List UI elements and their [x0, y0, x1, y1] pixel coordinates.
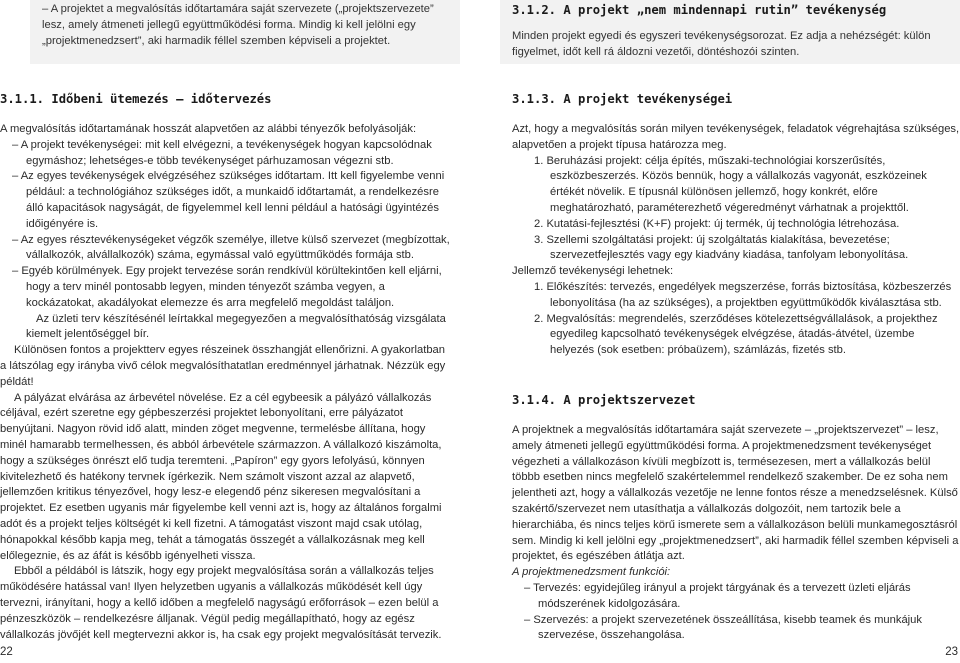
left-bullet: – Az egyes tevékenységek elvégzéséhez szükséges időtartam. Itt kell figyelembe venni például: a technológiához szükséges időt, a munkaidő időtartamát, a rendelkezésre álló kapacitások nagyságát, de figyelemmel kell lenni például a hatósági ügyintézés időigényére is.: [12, 170, 445, 230]
section-heading-3-1-3: 3.1.3. A projekt tevékenységei: [512, 92, 733, 106]
phase-item: 2. Megvalósítás: megrendelés, szerződéses kötelezettségvállalások, a projekthez egyedileg kapcsolható tevékenységek elvégzése, átadás-átvétel, üzembe helyezés (sok esetben: próbaüzem), számlázás, fizetés stb.: [534, 312, 938, 357]
phases-intro: Jellemző tevékenységi lehetnek:: [512, 265, 674, 278]
right-callout-heading: 3.1.2. A projekt „nem mindennapi rutin” tevékenység: [512, 3, 887, 17]
left-paragraph: A pályázat elvárása az árbevétel növelése. Ez a cél egybeesik a pályázó vállalkozás céljával, ezért szeretne egy gépbeszerzési projektet lebonyolítani, erre pályázatot benyújtani. Nagyon rövid idő alatt, minden zöget megvenne, termelésbe állítana, hogy minél hamarabb termelhessen, és abból árbevétele származzon. A vállalkozó kiszámolta, hogy a szükséges önrészt elő tudja teremteni. „Papíron” egy gyors lefolyású, könnyen kivitelezhető és hatékony tervnek ígérkezik. Nem számolt viszont azzal az alapvető, jellemzően kritikus tényezővel, hogy lesz-e elegendő pénz sikeresen megvalósítani a projektet. Ez esetben ugyanis már figyelembe kell venni azt is, hogy az általános forgalmi adót és a projekt teljes költségét ki kell fizetni. A támogatást viszont majd csak utólag, hónapokkal később kapja meg, tehát a támogatás összegét a vállalkozásnak meg kell előlegeznie, és az áfát is később igényelheti vissza.: [0, 391, 442, 562]
phase-item: 1. Előkészítés: tervezés, engedélyek megszerzése, forrás biztosítása, közbeszerzés lebonyolítása (ha az szükséges), a projektben együttműködők kiválasztása stb.: [534, 280, 952, 309]
left-bullet: – A projekt tevékenységei: mit kell elvégezni, a tevékenységek hogyan kapcsolódnak egymáshoz; lehetséges-e több tevékenységet párhuzamosan végezni stb.: [12, 138, 432, 167]
task-item: – Tervezés: egyidejűleg irányul a projekt tárgyának és a tervezett üzleti eljárás módszerének kidolgozására.: [524, 581, 911, 610]
left-paragraph: Különösen fontos a projektterv egyes részeinek összhangját ellenőrizni. A gyakorlatban a látszólag egy irányba vivő célok megvalósíthatatlan eredménnyel járhatnak. Nézzük egy példát!: [0, 344, 446, 388]
section-heading-3-1-4: 3.1.4. A projektszervezet: [512, 393, 696, 407]
left-bullet: – Az egyes résztevékenységeket végzők személye, illetve külső szervezet (megbízottak, vállalkozók, alvállalkozók) száma, egymással való együttműködés formája stb.: [12, 233, 450, 262]
left-callout-box: [30, 0, 460, 64]
section-heading-3-1-1: 3.1.1. Időbeni ütemezés – időtervezés: [0, 92, 272, 106]
tasks-intro: A projektmenedzsment funkciói:: [512, 566, 671, 579]
left-callout-text: – A projektet a megvalósítás időtartamára saját szervezete („projektszervezete” lesz, amely átmeneti jellegű együttműködési forma. Mindig ki kell jelölni egy „projektmenedzsert”, aki harmadik féllel szemben képviseli a projektet.: [42, 3, 434, 47]
project-type-item: 2. Kutatási-fejlesztési (K+F) projekt: új termék, új technológia létrehozása.: [534, 217, 900, 230]
right-callout-text: Minden projekt egyedi és egyszeri tevékenységsorozat. Ez adja a nehézségét: külön figyelmet, időt kell rá áldozni vezetői, döntéshozói szinten.: [512, 30, 931, 58]
right-intro: Azt, hogy a megvalósítás során milyen tevékenységek, feladatok végrehajtása szükséges, alapvetően a projekt típusa határozza meg.: [512, 123, 960, 151]
right-callout-box: [500, 0, 960, 64]
project-type-item: 3. Szellemi szolgáltatási projekt: új szolgáltatás kialakítása, bevezetése; szervezetfejlesztés vagy egy kiadvány kiadása, tanfolyam lebonyolítása.: [534, 233, 909, 262]
org-text: A projektnek a megvalósítás időtartamára saját szervezete – „projektszervezet” – lesz, amely átmeneti jellegű együttműködési forma. A projektmenedzsment tevékenységet végezheti a vállalkozáson kívüli megbízott is, termésezesen, mert a vállalkozás belül többb esetben nincs megfelelő szakértelemmel rendelkező szakember. De ez soha nem jelentheti azt, hogy a vállalkozás vezetője ne lenne fontos része a menedzselésnek. Külső szakértő/szervezet nem utasíthatja a vállalkozás dolgozóit, nem tartozik bele a hierarchiába, és nincs teljes körű ismerete sem a vállalkozáson belüli munkamegosztásról sem. Mindig ki kell jelölni egy „projektmenedzsert”, aki harmadik féllel szemben képviseli a projektet, és egészében átlátja azt.: [512, 424, 959, 563]
page-number-left: 22: [0, 646, 13, 658]
page-number-right: 23: [945, 646, 958, 658]
left-bullet: – Egyéb körülmények. Egy projekt tervezése során rendkívül körültekintően kell eljárni, hogy a terv minél pontosabb legyen, minden tényezőt számba vegyen, a kockázatokat, akadályokat elemezze és arra megfelelő megoldást találjon.: [12, 265, 442, 309]
right-column-body-2: [512, 423, 960, 644]
left-paragraph: A megvalósítás időtartamának hosszát alapvetően az alábbi tényezők befolyásolják:: [0, 123, 417, 135]
left-paragraph: Az üzleti terv készítésénél leírtakkal megegyezően a megvalósíthatóság vizsgálata kiemelt jelentőséggel bír.: [26, 312, 446, 341]
left-column-body: [0, 122, 453, 643]
project-type-item: 1. Beruházási projekt: célja építés, műszaki-technológiai korszerűsítés, eszközbeszerzés. Közös bennük, hogy a vállalkozás vagyonát, eszközeinek értékét növelik. E típusnál különösen jellemző, hogy konkrét, előre meghatározható, paraméterezhető végeredményt várhatnak a projekttől.: [534, 154, 927, 214]
left-paragraph: Ebből a példából is látszik, hogy egy projekt megvalósítása során a vállalkozás teljes működésére hatással van! Ilyen helyzetben ugyanis a vállalkozás működését kell úgy tervezni, irányítani, hogy a kellő időben a megfelelő nagyságú erőforrások – ezen belül a pénzeszközök – rendelkezésre álljanak. Végül pedig megállapítható, hogy az egész vállalkozás jövőjét kell megtervezni akkor is, ha csak egy projekt megvalósítását tervezik.: [0, 565, 442, 641]
right-column-body-1: [512, 122, 960, 359]
task-item: – Szervezés: a projekt szervezetének összeállítása, kisebb teamek és munkájuk szervezése, összehangolása.: [524, 613, 922, 642]
